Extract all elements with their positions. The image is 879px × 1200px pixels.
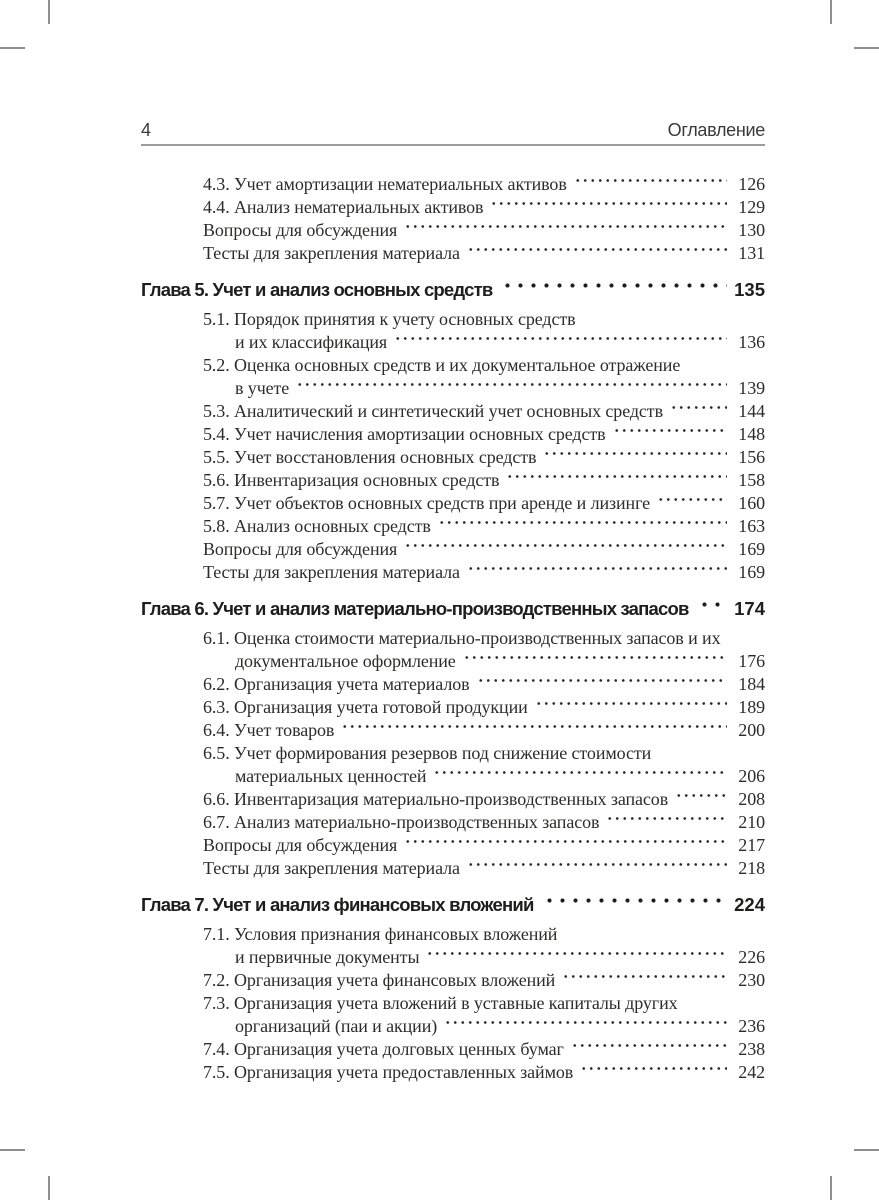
crop-mark-bottom-left-vertical (48, 1176, 50, 1200)
toc-entry (141, 811, 765, 834)
toc-entry (141, 400, 765, 423)
dot-leader (543, 446, 727, 469)
toc-entry-line (141, 196, 765, 219)
crop-mark-bottom-right-vertical (830, 1176, 832, 1200)
toc-page-number: 160 (738, 493, 765, 513)
toc-page-number: 169 (738, 539, 765, 559)
toc-page-number: 217 (738, 835, 765, 855)
toc-entry (141, 742, 765, 788)
toc-entry-text: Тесты для закрепления материала (203, 858, 460, 878)
toc-entry-text: 5.7. Учет объектов основных средств при аренде и лизинге (203, 493, 651, 513)
toc-entry-text: 5.8. Анализ основных средств (203, 516, 431, 536)
toc-entry (141, 196, 765, 219)
dot-leader (501, 278, 727, 301)
toc-entry-text: 6.5. Учет формирования резервов под снижение стоимости (203, 743, 652, 763)
toc-entry-text: 5.2. Оценка основных средств и их документальное отражение (203, 355, 681, 375)
toc-entry-text: и первичные документы (235, 947, 420, 967)
chapter-page-number: 135 (734, 279, 765, 300)
toc (141, 173, 765, 1084)
toc-page-number: 189 (738, 697, 765, 717)
toc-entry-line (141, 377, 765, 400)
toc-entry-text: 7.3. Организация учета вложений в уставные капиталы других (203, 993, 678, 1013)
toc-entry-text: 7.1. Условия признания финансовых вложений (203, 924, 558, 944)
page-content (141, 120, 765, 1084)
dot-leader (438, 515, 727, 538)
toc-page-number: 200 (738, 720, 765, 740)
toc-entry-line (141, 219, 765, 242)
toc-page-number: 130 (738, 220, 765, 240)
dot-leader (580, 1061, 727, 1084)
toc-entry-text: 7.4. Организация учета долговых ценных бумаг (203, 1039, 564, 1059)
toc-page-number: 206 (738, 766, 765, 786)
toc-entry-text: 6.4. Учет товаров (203, 720, 335, 740)
dot-leader (490, 196, 727, 219)
toc-entry-line (141, 946, 765, 969)
dot-leader (444, 1015, 727, 1038)
toc-entry-line (141, 1015, 765, 1038)
running-header-title: Оглавление (667, 120, 765, 140)
toc-page-number: 169 (738, 562, 765, 582)
dot-leader (657, 492, 727, 515)
toc-entry-text: в учете (235, 378, 290, 398)
dot-leader (562, 969, 727, 992)
dot-leader (506, 469, 727, 492)
page-number: 4 (141, 120, 151, 140)
toc-entry-line (141, 969, 765, 992)
toc-page-number: 238 (738, 1039, 765, 1059)
crop-mark-bottom-right-horizontal (854, 1149, 879, 1151)
toc-page-number: 131 (738, 243, 765, 263)
toc-entry-text: 6.3. Организация учета готовой продукции (203, 697, 528, 717)
toc-page-number: 126 (738, 174, 765, 194)
toc-entry (141, 857, 765, 880)
toc-entry-line (141, 1061, 765, 1084)
toc-entry-line (141, 173, 765, 196)
toc-entry (141, 1038, 765, 1061)
toc-entry-line (141, 1038, 765, 1061)
toc-entry-text: и их классификация (235, 332, 388, 352)
toc-entry-line (141, 308, 765, 331)
toc-entry-text: Вопросы для обсуждения (203, 835, 398, 855)
toc-entry-line (141, 423, 765, 446)
dot-leader (613, 423, 727, 446)
toc-entry-line (141, 515, 765, 538)
dot-leader (404, 538, 727, 561)
dot-leader (535, 696, 727, 719)
dot-leader (394, 331, 727, 354)
crop-mark-top-left-vertical (48, 0, 50, 24)
toc-entry-line (141, 765, 765, 788)
toc-entry-line (141, 400, 765, 423)
toc-entry (141, 423, 765, 446)
toc-page-number: 210 (738, 812, 765, 832)
toc-entry-text: Вопросы для обсуждения (203, 539, 398, 559)
toc-entry-line (141, 446, 765, 469)
chapter-heading-label: Глава 7. Учет и анализ финансовых вложений (141, 894, 534, 915)
toc-entry (141, 969, 765, 992)
running-header (141, 120, 765, 146)
toc-page-number: 136 (738, 332, 765, 352)
toc-entry-line (141, 650, 765, 673)
toc-entry (141, 242, 765, 265)
dot-leader (341, 719, 727, 742)
toc-entry (141, 719, 765, 742)
dot-leader (463, 650, 727, 673)
toc-page-number: 236 (738, 1016, 765, 1036)
toc-entry (141, 627, 765, 673)
toc-page-number: 129 (738, 197, 765, 217)
toc-entry-line (141, 857, 765, 880)
toc-entry-line (141, 561, 765, 584)
toc-page-number: 148 (738, 424, 765, 444)
toc-entry (141, 561, 765, 584)
toc-entry (141, 446, 765, 469)
toc-entry (141, 469, 765, 492)
dot-leader (571, 1038, 727, 1061)
dot-leader (606, 811, 727, 834)
toc-entry-text: Тесты для закрепления материала (203, 562, 460, 582)
chapter-heading-label: Глава 6. Учет и анализ материально-производственных запасов (141, 598, 689, 619)
toc-entry-line (141, 538, 765, 561)
toc-entry-line (141, 469, 765, 492)
toc-page-number: 208 (738, 789, 765, 809)
dot-leader (404, 834, 727, 857)
toc-page-number: 242 (738, 1062, 765, 1082)
toc-entry-text: 6.6. Инвентаризация материально-производственных запасов (203, 789, 669, 809)
toc-entry-line (141, 242, 765, 265)
toc-page-number: 230 (738, 970, 765, 990)
crop-mark-top-right-horizontal (854, 47, 879, 49)
toc-entry-text: Тесты для закрепления материала (203, 243, 460, 263)
toc-entry-text: 5.3. Аналитический и синтетический учет основных средств (203, 401, 663, 421)
dot-leader (698, 597, 727, 620)
toc-entry-line (141, 673, 765, 696)
toc-page-number: 226 (738, 947, 765, 967)
toc-entry-line (141, 696, 765, 719)
toc-entry (141, 834, 765, 857)
chapter-heading (141, 597, 765, 620)
toc-page-number: 218 (738, 858, 765, 878)
toc-entry-text: 7.5. Организация учета предоставленных займов (203, 1062, 574, 1082)
dot-leader (477, 673, 727, 696)
chapter-heading (141, 278, 765, 301)
chapter-heading (141, 893, 765, 916)
toc-entry-text: 7.2. Организация учета финансовых вложений (203, 970, 556, 990)
toc-entry (141, 492, 765, 515)
toc-page-number: 176 (738, 651, 765, 671)
toc-entry-text: организаций (паи и акции) (235, 1016, 438, 1036)
toc-page-number: 158 (738, 470, 765, 490)
toc-entry (141, 923, 765, 969)
toc-entry-text: документальное оформление (235, 651, 456, 671)
toc-entry (141, 354, 765, 400)
toc-entry-line (141, 834, 765, 857)
dot-leader (670, 400, 727, 423)
toc-entry (141, 538, 765, 561)
dot-leader (574, 173, 727, 196)
toc-entry (141, 696, 765, 719)
dot-leader (296, 377, 727, 400)
toc-page-number: 184 (738, 674, 765, 694)
toc-entry-text: 6.7. Анализ материально-производственных запасов (203, 812, 600, 832)
toc-entry-text: 5.6. Инвентаризация основных средств (203, 470, 500, 490)
dot-leader (404, 219, 727, 242)
toc-entry (141, 673, 765, 696)
chapter-page-number: 224 (734, 894, 765, 915)
crop-mark-bottom-left-horizontal (0, 1149, 25, 1151)
toc-entry-line (141, 923, 765, 946)
toc-entry (141, 788, 765, 811)
toc-entry-text: 5.4. Учет начисления амортизации основных средств (203, 424, 606, 444)
toc-entry-line (141, 354, 765, 377)
toc-entry-text: 6.1. Оценка стоимости материально-производственных запасов и их (203, 628, 721, 648)
toc-entry-line (141, 992, 765, 1015)
crop-mark-top-left-horizontal (0, 47, 25, 49)
dot-leader (467, 857, 727, 880)
toc-entry (141, 515, 765, 538)
toc-entry (141, 308, 765, 354)
dot-leader (426, 946, 727, 969)
toc-page-number: 139 (738, 378, 765, 398)
toc-page-number: 156 (738, 447, 765, 467)
dot-leader (543, 893, 727, 916)
toc-entry-line (141, 331, 765, 354)
toc-entry-line (141, 492, 765, 515)
toc-entry-line (141, 742, 765, 765)
dot-leader (433, 765, 727, 788)
toc-entry-text: материальных ценностей (235, 766, 427, 786)
chapter-page-number: 174 (734, 598, 765, 619)
toc-entry (141, 173, 765, 196)
toc-entry-line (141, 719, 765, 742)
toc-entry-line (141, 627, 765, 650)
dot-leader (467, 242, 727, 265)
toc-entry (141, 219, 765, 242)
chapter-heading-label: Глава 5. Учет и анализ основных средств (141, 279, 493, 300)
toc-entry (141, 992, 765, 1038)
toc-entry-line (141, 788, 765, 811)
toc-entry-line (141, 811, 765, 834)
toc-entry-text: 5.1. Порядок принятия к учету основных средств (203, 309, 576, 329)
crop-mark-top-right-vertical (830, 0, 832, 24)
toc-page-number: 163 (738, 516, 765, 536)
toc-entry-text: Вопросы для обсуждения (203, 220, 398, 240)
toc-entry-text: 6.2. Организация учета материалов (203, 674, 470, 694)
dot-leader (467, 561, 727, 584)
dot-leader (675, 788, 727, 811)
toc-page-number: 144 (738, 401, 765, 421)
toc-entry-text: 5.5. Учет восстановления основных средств (203, 447, 537, 467)
toc-entry-text: 4.4. Анализ нематериальных активов (203, 197, 484, 217)
toc-entry-text: 4.3. Учет амортизации нематериальных активов (203, 174, 567, 194)
toc-entry (141, 1061, 765, 1084)
